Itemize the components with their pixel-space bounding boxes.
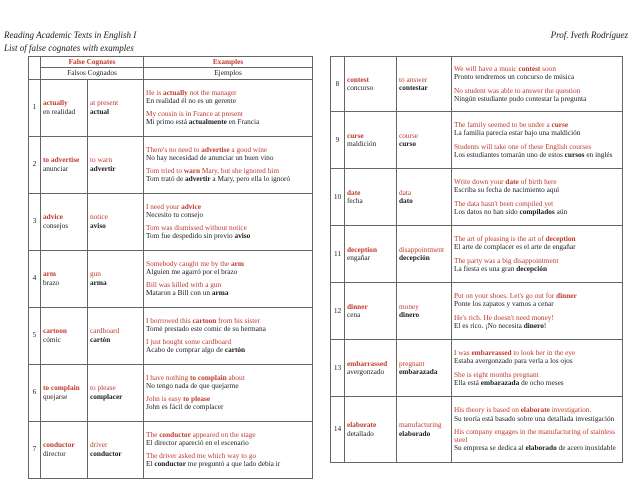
examples-cell xyxy=(144,250,313,307)
example-text: The art of pleasing is the art of xyxy=(454,233,546,243)
row-number-text: 12 xyxy=(333,305,342,315)
meaning-spanish: dato xyxy=(399,196,413,205)
example-line xyxy=(146,325,310,333)
cognate-english: actually xyxy=(43,98,68,108)
example-text: The data hasn't been compiled yet xyxy=(454,198,554,208)
cognate-cell xyxy=(345,169,397,226)
cognate-spanish: fecha xyxy=(347,196,363,205)
example-text: aún xyxy=(554,206,568,216)
row-number-text: 10 xyxy=(333,191,342,201)
row-number xyxy=(331,169,345,226)
table-row xyxy=(29,136,313,193)
example-text: I was xyxy=(454,347,472,357)
cognate-english: deception xyxy=(347,244,377,254)
example-keyword: contest xyxy=(518,63,541,73)
example-text: Necesito tu consejo xyxy=(146,209,204,219)
row-number-text: 14 xyxy=(333,424,342,434)
cognate-english: advice xyxy=(43,212,63,222)
table-row xyxy=(331,397,623,463)
example-text: I need your xyxy=(146,201,182,211)
examples-cell xyxy=(452,283,623,340)
example-keyword: arm xyxy=(230,258,244,268)
example-text: appeared on the stage xyxy=(190,429,256,439)
example-keyword: elaborado xyxy=(525,443,557,453)
example-text: ! xyxy=(543,320,547,330)
example-keyword: dinero xyxy=(523,320,544,330)
cognate-spanish: en realidad xyxy=(43,106,76,116)
cognate-cell xyxy=(41,79,88,136)
example-line xyxy=(146,154,310,162)
example-keyword: advice xyxy=(181,201,201,211)
example-line xyxy=(146,403,310,411)
meaning-english: driver xyxy=(90,440,108,450)
cognate-spanish: director xyxy=(43,448,66,458)
meaning-cell xyxy=(397,340,452,397)
example-text: Mataron a Bill con un xyxy=(146,288,212,298)
cognate-spanish: engañar xyxy=(347,253,371,262)
table-row xyxy=(29,364,313,421)
example-line xyxy=(146,97,310,105)
row-number xyxy=(29,307,41,364)
row-number xyxy=(331,397,345,463)
example-text: Escriba su fecha de nacimiento aquí xyxy=(454,185,560,195)
example-text: to look her in the eye xyxy=(511,347,576,357)
example-line xyxy=(146,289,310,297)
cognate-english: elaborate xyxy=(347,420,377,430)
table-row xyxy=(331,57,623,112)
example-text: Acabo de comprar algo de xyxy=(146,345,225,355)
table-row xyxy=(29,250,313,307)
example-line xyxy=(454,208,620,216)
meaning-english: disappointment xyxy=(399,244,444,254)
example-text: de acero inoxidable xyxy=(556,443,616,453)
cognate-spanish: avergonzado xyxy=(347,367,385,376)
meaning-english: notice xyxy=(90,212,108,222)
example-line xyxy=(146,346,310,354)
row-number-text: 1 xyxy=(32,102,37,112)
example-text: Pronto tendremos un concurso de música xyxy=(454,72,575,82)
cognate-english: contest xyxy=(347,74,369,84)
example-line xyxy=(146,232,310,240)
table-row xyxy=(29,421,313,478)
example-keyword: arma xyxy=(211,288,229,298)
author-name: Prof. Iveth Rodríguez xyxy=(550,30,628,40)
example-text: En realidad él no es un gerente xyxy=(146,95,236,105)
example-text: My cousin is in France at present xyxy=(146,109,243,119)
example-keyword: decepción xyxy=(516,263,548,273)
cognate-spanish: quejarse xyxy=(43,391,68,401)
example-line xyxy=(454,243,620,251)
cognate-spanish: concurso xyxy=(347,83,374,92)
example-text: Ponte los zapatos y vamos a cenar xyxy=(454,299,554,309)
example-keyword: to complain xyxy=(190,372,227,382)
example-text: soon xyxy=(540,63,556,73)
example-line xyxy=(454,322,620,330)
meaning-cell xyxy=(88,193,144,250)
meaning-cell xyxy=(88,136,144,193)
meaning-english: data xyxy=(399,187,412,197)
row-number-text: 5 xyxy=(32,330,37,340)
examples-cell xyxy=(144,307,313,364)
meaning-english: pregnant xyxy=(399,358,425,368)
example-keyword: warn xyxy=(183,166,201,176)
row-number xyxy=(331,226,345,283)
cognate-english: cartoon xyxy=(43,326,67,336)
header-examples: Examples xyxy=(144,57,313,68)
table-row xyxy=(29,193,313,250)
meaning-spanish: cartón xyxy=(90,334,111,344)
cognate-english: date xyxy=(347,187,361,197)
meaning-cell xyxy=(397,226,452,283)
example-keyword: curse xyxy=(551,119,569,129)
example-line xyxy=(146,175,310,183)
example-keyword: elaborate xyxy=(520,405,550,415)
table-row xyxy=(331,283,623,340)
example-line xyxy=(454,444,620,452)
meaning-spanish: decepción xyxy=(399,253,430,262)
example-text: Estaba avergonzado para verla a los ojos xyxy=(454,356,573,366)
document-title: Reading Academic Texts in English I xyxy=(4,30,137,40)
example-text: The family seemed to be under a xyxy=(454,119,552,129)
row-number xyxy=(29,364,41,421)
example-text: Bill was killed with a gun xyxy=(146,280,222,290)
meaning-english: to please xyxy=(90,383,116,393)
example-text: Mary, but she ignored him xyxy=(200,166,279,176)
example-text: Los datos no han sido xyxy=(454,206,520,216)
example-keyword: actually xyxy=(163,87,188,97)
example-text: There's no need to xyxy=(146,144,202,154)
example-text: El director apareció en el escenario xyxy=(146,437,249,447)
cognate-spanish: detallado xyxy=(347,428,374,438)
examples-cell xyxy=(144,193,313,250)
example-line xyxy=(454,300,620,308)
example-keyword: conductor xyxy=(159,429,191,439)
example-text: Ningún estudiante pudo contestar la pregunta xyxy=(454,93,587,103)
cognate-cell xyxy=(41,364,88,421)
meaning-spanish: advertir xyxy=(90,163,116,173)
example-line xyxy=(454,265,620,273)
meaning-english: at present xyxy=(90,98,119,108)
example-text: Tom trató de xyxy=(146,174,186,184)
example-line xyxy=(454,95,620,103)
example-text: Su empresa se dedica al xyxy=(454,443,526,453)
cognate-cell xyxy=(41,250,88,307)
example-text: The xyxy=(146,429,160,439)
document-subtitle: List of false cognates with examples xyxy=(4,43,134,53)
cognate-spanish: consejos xyxy=(43,220,69,230)
example-text: He is xyxy=(146,87,164,97)
example-line xyxy=(454,186,620,194)
example-line xyxy=(454,357,620,365)
table-row xyxy=(331,340,623,397)
cognate-cell xyxy=(345,283,397,340)
examples-cell xyxy=(452,340,623,397)
meaning-cell xyxy=(397,397,452,463)
example-keyword: conductor xyxy=(154,459,186,469)
example-text: I borrowed this xyxy=(146,315,193,325)
example-text: about xyxy=(226,372,245,382)
example-keyword: deception xyxy=(545,233,576,243)
example-text: en inglés xyxy=(584,149,613,159)
row-number-text: 13 xyxy=(333,362,342,372)
row-number-text: 8 xyxy=(335,78,340,88)
example-line xyxy=(454,428,620,445)
example-line xyxy=(146,460,310,468)
example-text: Write down your xyxy=(454,176,506,186)
header-false-cognates-es: Falsos Cognados xyxy=(41,68,144,79)
meaning-english: to answer xyxy=(399,74,428,84)
row-number xyxy=(29,79,41,136)
cognate-cell xyxy=(41,307,88,364)
examples-cell xyxy=(452,57,623,112)
cognate-cell xyxy=(345,226,397,283)
cognate-english: to advertise xyxy=(43,155,80,165)
meaning-spanish: conductor xyxy=(90,448,122,458)
meaning-spanish: embarazada xyxy=(399,367,438,376)
example-keyword: aviso xyxy=(234,231,251,241)
cognate-spanish: maldición xyxy=(347,139,377,148)
header-blank xyxy=(29,57,41,80)
example-text: No hay necesidad de anunciar un buen vino xyxy=(146,152,274,162)
cognate-cell xyxy=(345,340,397,397)
example-text: a Mary, pero ella lo ignoró xyxy=(210,174,291,184)
meaning-english: manufacturing xyxy=(399,420,442,430)
example-keyword: to please xyxy=(183,394,211,404)
row-number-text: 3 xyxy=(32,216,37,226)
row-number xyxy=(331,112,345,169)
example-keyword: embarrassed xyxy=(471,347,512,357)
meaning-english: course xyxy=(399,130,419,140)
example-text: He's rich. He doesn't need money! xyxy=(454,312,554,322)
header-examples-es: Ejemplos xyxy=(144,68,313,79)
meaning-english: gun xyxy=(90,269,101,279)
example-text: Tom was dismissed without notice xyxy=(146,223,247,233)
example-text: Tom tried to xyxy=(146,166,184,176)
meaning-spanish: curso xyxy=(399,139,417,148)
example-text: We will have a music xyxy=(454,63,519,73)
row-number xyxy=(29,421,41,478)
false-cognates-table-left xyxy=(28,56,313,479)
example-text: La fiesta es una gran xyxy=(454,263,517,273)
example-line xyxy=(454,415,620,423)
example-text: El es rico. ¡No necesita xyxy=(454,320,524,330)
meaning-spanish: aviso xyxy=(90,220,106,230)
meaning-spanish: dinero xyxy=(399,310,420,319)
row-number xyxy=(29,136,41,193)
example-line xyxy=(146,118,310,126)
row-number-text: 2 xyxy=(32,159,37,169)
example-text: en Francia xyxy=(226,117,260,127)
example-keyword: dinner xyxy=(556,290,577,300)
examples-cell xyxy=(452,226,623,283)
examples-cell xyxy=(144,136,313,193)
cognate-english: dinner xyxy=(347,301,368,311)
meaning-english: to warn xyxy=(90,155,113,165)
example-text: His company engages in the manufacturing of stainless steel xyxy=(454,426,616,445)
example-line xyxy=(454,129,620,137)
table-row xyxy=(331,169,623,226)
example-text: Mi primo está xyxy=(146,117,189,127)
row-number xyxy=(331,340,345,397)
example-text: El xyxy=(146,459,155,469)
example-text: El arte de complacer es el arte de engañar xyxy=(454,242,576,252)
cognate-english: embarrassed xyxy=(347,358,388,368)
example-text: Ella está xyxy=(454,377,481,387)
cognate-cell xyxy=(41,193,88,250)
meaning-cell xyxy=(397,112,452,169)
header-false-cognates: False Cognates xyxy=(41,57,144,68)
meaning-english: cardboard xyxy=(90,326,120,336)
example-line xyxy=(146,268,310,276)
example-text: I just bought some cardboard xyxy=(146,337,232,347)
row-number-text: 6 xyxy=(32,387,37,397)
example-text: The party was a big disappointment xyxy=(454,255,559,265)
row-number xyxy=(29,193,41,250)
example-keyword: cursos xyxy=(564,149,585,159)
examples-cell xyxy=(144,421,313,478)
example-text: Put on your shoes. Let's go out for xyxy=(454,290,557,300)
example-line xyxy=(454,151,620,159)
meaning-spanish: contestar xyxy=(399,83,428,92)
table-row xyxy=(29,307,313,364)
example-text: from his sister xyxy=(216,315,260,325)
row-number xyxy=(331,283,345,340)
example-keyword: compilados xyxy=(519,206,555,216)
examples-cell xyxy=(452,397,623,463)
table-row xyxy=(331,112,623,169)
meaning-cell xyxy=(88,421,144,478)
cognate-spanish: anunciar xyxy=(43,163,69,173)
examples-cell xyxy=(452,169,623,226)
cognate-english: curse xyxy=(347,130,364,140)
example-text: Somebody caught me by the xyxy=(146,258,231,268)
example-text: No student was able to answer the question xyxy=(454,85,581,95)
meaning-spanish: actual xyxy=(90,106,110,116)
example-text: Alguien me agarró por el brazo xyxy=(146,266,238,276)
example-text: No tengo nada de que quejarme xyxy=(146,380,239,390)
meaning-cell xyxy=(88,250,144,307)
examples-cell xyxy=(144,79,313,136)
false-cognates-table-right xyxy=(330,56,623,463)
cognate-cell xyxy=(41,421,88,478)
cognate-cell xyxy=(345,397,397,463)
cognate-english: conductor xyxy=(43,440,75,450)
cognate-spanish: cómic xyxy=(43,334,61,344)
example-text: Los estudiantes tomarán uno de estos xyxy=(454,149,565,159)
examples-cell xyxy=(452,112,623,169)
row-number xyxy=(29,250,41,307)
meaning-spanish: elaborado xyxy=(399,428,431,438)
meaning-cell xyxy=(397,283,452,340)
meaning-cell xyxy=(397,169,452,226)
example-line xyxy=(146,211,310,219)
example-text: me preguntó a que lado debía ir xyxy=(185,459,281,469)
example-text: of birth here xyxy=(518,176,557,186)
example-line xyxy=(454,379,620,387)
row-number-text: 7 xyxy=(32,444,37,454)
meaning-cell xyxy=(397,57,452,112)
example-line xyxy=(146,439,310,447)
examples-cell xyxy=(144,364,313,421)
example-text: I have nothing xyxy=(146,372,190,382)
example-text: John is easy xyxy=(146,394,184,404)
cognate-spanish: brazo xyxy=(43,277,60,287)
meaning-spanish: arma xyxy=(90,277,107,287)
example-line xyxy=(146,382,310,390)
cognate-cell xyxy=(345,57,397,112)
example-text: The driver asked me which way to go xyxy=(146,451,257,461)
cognate-english: arm xyxy=(43,269,56,279)
table-row xyxy=(331,226,623,283)
meaning-spanish: complacer xyxy=(90,391,123,401)
meaning-english: money xyxy=(399,301,419,311)
example-keyword: date xyxy=(505,176,519,186)
example-text: La familia parecía estar bajo una maldición xyxy=(454,128,581,138)
example-keyword: actualmente xyxy=(188,117,227,127)
example-text: John es fácil de complacer xyxy=(146,402,224,412)
row-number-text: 9 xyxy=(335,134,340,144)
example-keyword: advertir xyxy=(185,174,211,184)
cognate-cell xyxy=(41,136,88,193)
example-text: Students will take one of these English courses xyxy=(454,141,592,151)
row-number-text: 11 xyxy=(333,248,342,258)
example-keyword: cartón xyxy=(224,345,246,355)
example-text: Tomé prestado este comic de su hermana xyxy=(146,323,266,333)
example-text: She is eight months pregnant xyxy=(454,369,539,379)
cognate-spanish: cena xyxy=(347,310,361,319)
example-text: His theory is based on xyxy=(454,405,521,415)
example-line xyxy=(454,73,620,81)
meaning-cell xyxy=(88,364,144,421)
example-text: de ocho meses xyxy=(519,377,564,387)
example-text: a good wine xyxy=(229,144,268,154)
cognate-cell xyxy=(345,112,397,169)
example-text: Su teoría está basado sobre una detallada investigación xyxy=(454,413,615,423)
row-number xyxy=(331,57,345,112)
table-row xyxy=(29,79,313,136)
row-number-text: 4 xyxy=(32,273,37,283)
example-keyword: cartoon xyxy=(192,315,217,325)
example-text: not the manager xyxy=(187,87,237,97)
example-keyword: advertise xyxy=(201,144,230,154)
example-text: investigation. xyxy=(549,405,592,415)
meaning-cell xyxy=(88,79,144,136)
example-text: Tom fue despedido sin previo xyxy=(146,231,235,241)
meaning-cell xyxy=(88,307,144,364)
cognate-english: to complain xyxy=(43,383,80,393)
example-keyword: embarazada xyxy=(480,377,520,387)
